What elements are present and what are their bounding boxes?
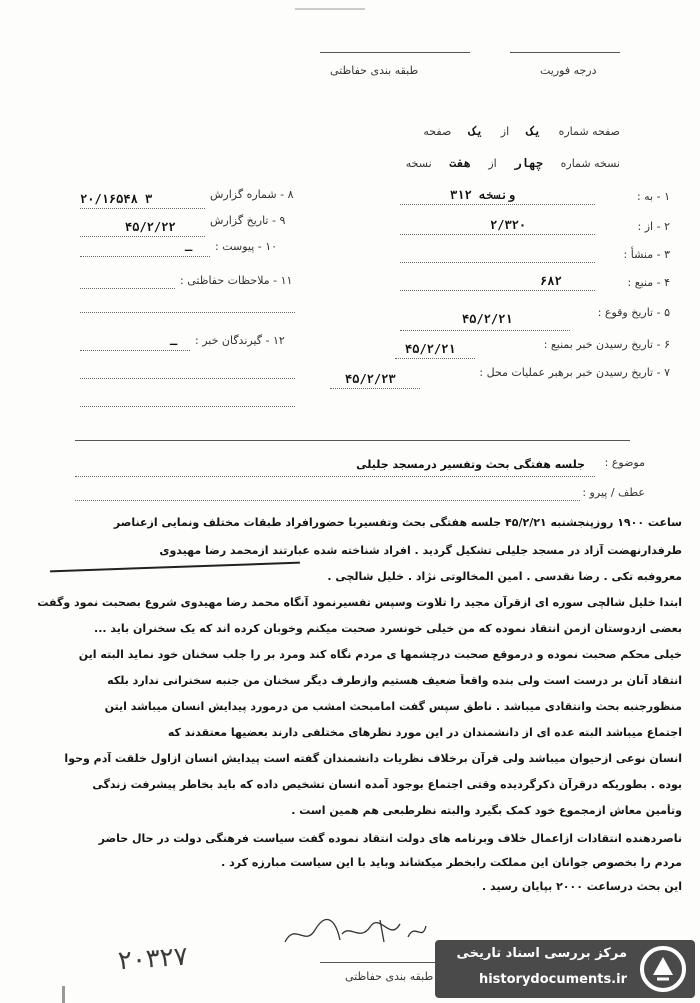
header-rule-left	[320, 52, 470, 53]
page-total-value: یک	[468, 124, 484, 138]
field-source-received-value: ۴۵/۲/۲۱	[405, 342, 456, 356]
field-to-line	[400, 204, 595, 205]
body-line-1: ساعت ۱۹۰۰ روزپنجشنبه ۴۵/۲/۲۱ جلسه هفتگی بحث وتفسیربا حضورافراد طبقات مختلف ونمایی ازعناصر	[113, 516, 682, 529]
field-source-line	[400, 290, 595, 291]
copy-total-value: هفت	[449, 156, 471, 170]
field-recipients-value: ـ	[170, 334, 178, 348]
field-source-label: ۴ - منبع :	[627, 276, 670, 289]
subject-value: جلسه هفتگی بحث وتفسیر درمسجد جلیلی	[356, 458, 585, 471]
body-line-4: ابتدا خلیل شالچی سوره ای ازقرآن مجید را تلاوت وسپس تفسیرنمود آنگاه محمد رضا مهیدوی شروع بصحبت نمود وگفت	[37, 596, 682, 609]
field-from-line	[400, 234, 595, 235]
field-occurrence-date-value: ۴۵/۲/۲۱	[462, 312, 513, 326]
body-line-8: منظورجنبه بحث وانتقادی میباشد . ناطق سپس گفت امامبحث امشب من درمورد پیدایش انسان میباشد ایتن	[104, 700, 682, 713]
field-source-value: ۶۸۲	[540, 274, 562, 288]
field-occurrence-date-label: ۵ - تاریخ وقوع :	[597, 306, 670, 319]
page-suffix: صفحه	[423, 125, 452, 138]
page-number-label: صفحه شماره	[558, 125, 620, 138]
field-security-notes-line-2	[80, 312, 295, 313]
field-report-date-line	[80, 236, 205, 237]
field-source-received-line	[395, 358, 475, 359]
body-line-10: انسان نوعی ازحیوان میباشد ولی قرآن برخلاف نظریات دانشمندان گفته است پیدایش انسان ازاول خلقت آدم وحوا	[64, 752, 682, 765]
field-report-number-label: ۸ - شماره گزارش	[210, 188, 294, 201]
field-report-number-line	[80, 208, 205, 209]
signature	[280, 912, 430, 952]
archive-logo-icon	[639, 945, 687, 993]
body-line-12: وتأمین معاش ازمجموع خود کمک بگیرد والبته نظرطبعی هم همین است .	[291, 804, 682, 817]
field-leader-received-value: ۴۵/۲/۲۳	[345, 372, 396, 386]
top-stamp-fragment	[295, 0, 365, 10]
page-number-line	[390, 124, 620, 138]
copy-number-value: چهار	[514, 156, 544, 170]
priority-label: درجه فوریت	[540, 64, 597, 77]
field-origin-label: ۳ - منشأ :	[623, 248, 670, 261]
field-recipients-line-3	[80, 406, 295, 407]
handwritten-number: ۲۰۳۲۷	[117, 941, 189, 977]
body-line-2: طرفدارنهضت آزاد در مسجد جلیلی تشکیل گردید . افراد شناخته شده عبارتند ازمحمد رضا مهیدوی	[159, 544, 682, 557]
copy-number-line	[390, 156, 620, 170]
watermark-url: historydocuments.ir	[478, 972, 627, 987]
copy-of-label: از	[488, 157, 497, 170]
field-leader-received-line	[330, 388, 420, 389]
field-report-date-label: ۹ - تاریخ گزارش	[210, 214, 286, 227]
body-line-6: خیلی محکم صحبت نموده و درموقع صحبت درچشمها ی مردم نگاه کند ومرد بر را جلب سخنان خود نماید البته این	[78, 648, 682, 661]
body-line-7: انتقاد آنان بر درست است ولی بنده واقعاً ضعیف هستیم وازطرف دیگر سخنان من جنبه سخنرانی ندارد بلکه	[107, 674, 682, 687]
field-recipients-line-1	[80, 350, 190, 351]
page-number-value: یک	[526, 124, 542, 138]
header-rule-right	[510, 52, 620, 53]
field-report-number-value: ۲۰/۱۶۵۴۸ ۳	[80, 192, 153, 206]
body-line-9: اجتماع میباشد البته عده ای از دانشمندان در این مورد نظرهای مختلفی دارند بعضیها معتقدند که	[167, 726, 682, 739]
field-attachment-line	[80, 256, 210, 257]
reference-line	[75, 500, 580, 501]
subject-label: موضوع :	[604, 456, 645, 469]
classification-label: طبقه بندی حفاظتی	[330, 64, 419, 77]
field-attachment-label: ۱۰ - پیوست :	[215, 240, 278, 253]
left-edge-mark	[62, 986, 65, 1003]
reference-label: عطف / پیرو :	[582, 486, 645, 499]
field-security-notes-label: ۱۱ - ملاحظات حفاظتی :	[180, 274, 293, 287]
field-to-label: ۱ - به :	[636, 190, 670, 203]
copy-suffix: نسخه	[405, 157, 432, 170]
body-line-11: بوده . بطوریکه درقرآن ذکرگردیده وقتی اجتماع بوجود آمده انسان تشخیص داده که باید بخاطر پیشرفت زندگی	[92, 778, 682, 791]
archive-watermark	[435, 940, 695, 998]
field-leader-received-label: ۷ - تاریخ رسیدن خبر برهبر عملیات محل :	[479, 366, 670, 379]
header-separator	[75, 440, 630, 441]
field-to-value: ۳۱۲ ونسخه	[450, 188, 516, 202]
body-line-5: بعضی ازدوستان ازمن انتقاد نموده که من خیلی خونسرد صحبت میکنم وخوبان کرده اند که یک سخنران باید ...	[94, 622, 682, 635]
field-from-label: ۲ - از :	[637, 220, 670, 233]
field-recipients-label: ۱۲ - گیرندگان خبر :	[195, 334, 285, 347]
field-security-notes-line-1	[80, 288, 175, 289]
field-from-value: ۲/۳۲۰	[490, 218, 527, 232]
field-recipients-line-2	[80, 378, 295, 379]
footer-classification-label: طبقه بندی حفاظتی	[345, 970, 434, 983]
field-origin-line	[400, 262, 595, 263]
copy-number-label: نسخه شماره	[560, 157, 620, 170]
field-report-date-value: ۴۵/۲/۲۲	[125, 220, 176, 234]
body-line-3: معروفبه تکی . رضا نقدسی . امین المخالوتی نژاد . خلیل شالچی .	[327, 570, 682, 583]
field-attachment-value: ـ	[185, 240, 193, 254]
field-source-received-label: ۶ - تاریخ رسیدن خبر بمنبع :	[543, 338, 670, 351]
body-line-13: ناصردهنده انتقادات ازاعمال خلاف وبرنامه های دولت انتقاد نموده گفت سیاست فرهنگی دولت در حال حاضر	[98, 832, 682, 845]
watermark-title: مرکز بررسی اسناد تاریخی	[456, 946, 627, 961]
subject-line	[75, 476, 595, 477]
page-of-label: از	[500, 125, 510, 138]
body-line-14: مردم را بخصوص جوانان این مملکت رابخطر میکشاند وباید با این سیاست مبارزه کرد .	[221, 856, 682, 869]
field-occurrence-date-line	[400, 330, 570, 331]
body-line-15: این بحث درساعت ۲۰۰۰ بپایان رسید .	[482, 880, 682, 893]
